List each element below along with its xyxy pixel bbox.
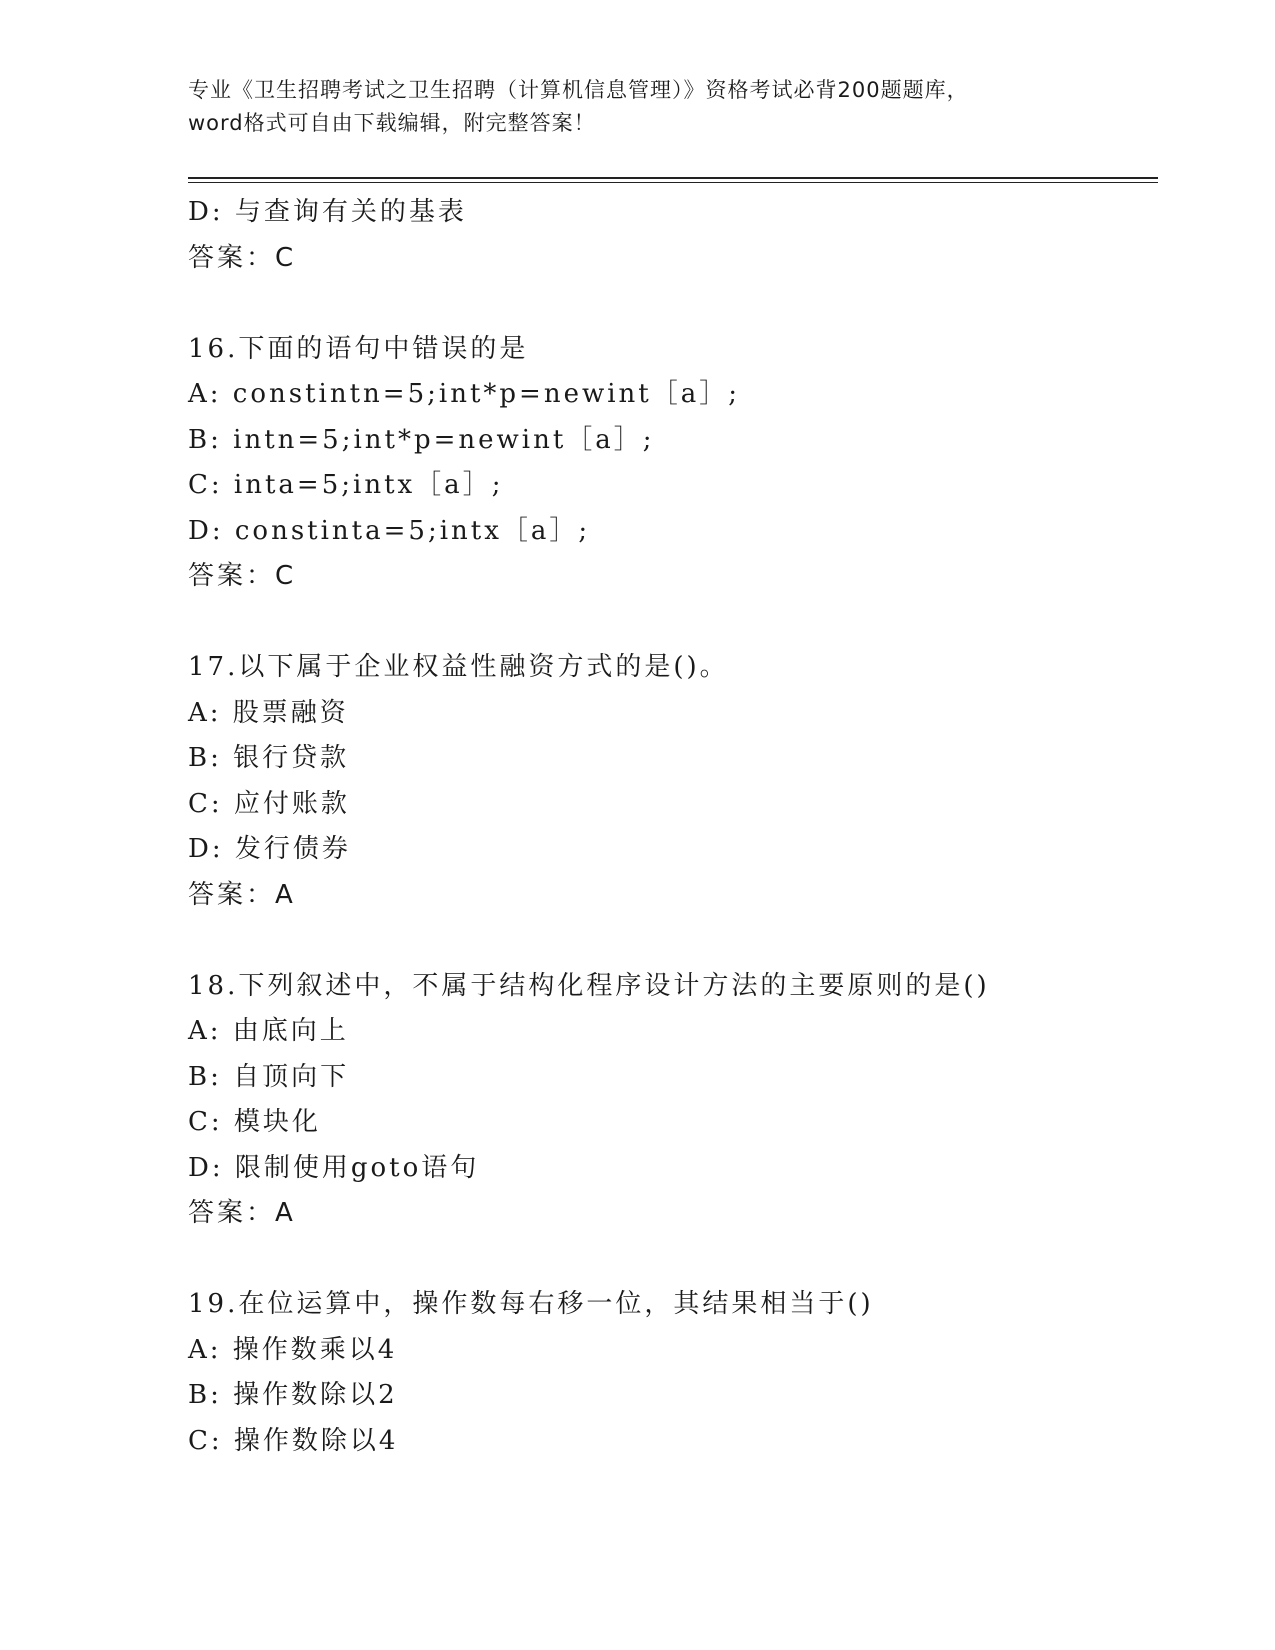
header-divider-thin: [188, 182, 1158, 183]
option-d: D: 发行债券: [188, 834, 351, 864]
question-title: 18.下列叙述中，不属于结构化程序设计方法的主要原则的是(): [188, 970, 990, 1001]
question-title: 16.下面的语句中错误的是: [188, 333, 529, 364]
option-d: D: 限制使用goto语句: [188, 1152, 480, 1183]
question-list: [188, 190, 1148, 1464]
option-c: C: inta=5;intx［a］;: [188, 470, 504, 500]
question-title: 19.在位运算中，操作数每右移一位，其结果相当于(): [188, 1289, 874, 1319]
question-19: [188, 1282, 1148, 1464]
spacer: [188, 1237, 1148, 1283]
option-a: A: 股票融资: [188, 697, 349, 728]
option-c: C: 模块化: [188, 1107, 321, 1137]
question-16: [188, 327, 1148, 600]
document-header: [188, 74, 1088, 140]
question-17: [188, 645, 1148, 918]
question-15-tail: [188, 190, 1148, 281]
option-c: C: 操作数除以4: [188, 1425, 399, 1456]
question-18: [188, 964, 1148, 1237]
option-b: B: 操作数除以2: [188, 1380, 398, 1410]
option-a: A: constintn=5;int*p=newint［a］;: [188, 379, 740, 409]
option-b: B: 银行贷款: [188, 743, 350, 773]
option-a: A: 操作数乘以4: [188, 1334, 398, 1365]
option-d: D: constinta=5;intx［a］;: [188, 515, 591, 546]
header-line-2: word格式可自由下载编辑，附完整答案！: [188, 111, 596, 135]
spacer: [188, 600, 1148, 646]
question-title: 17.以下属于企业权益性融资方式的是()。: [188, 652, 729, 682]
header-divider-thick: [188, 177, 1158, 179]
answer-line: 答案：C: [188, 242, 297, 273]
spacer: [188, 281, 1148, 327]
option-c: C: 应付账款: [188, 788, 350, 819]
option-d: D: 与查询有关的基表: [188, 197, 467, 227]
option-b: B: intn=5;int*p=newint［a］;: [188, 424, 655, 455]
answer-line: 答案：A: [188, 1198, 296, 1228]
answer-line: 答案：A: [188, 879, 296, 910]
answer-line: 答案：C: [188, 561, 297, 591]
option-a: A: 由底向上: [188, 1016, 349, 1046]
spacer: [188, 918, 1148, 964]
header-line-1: 专业《卫生招聘考试之卫生招聘（计算机信息管理）》资格考试必背200题题库，: [188, 78, 969, 102]
option-b: B: 自顶向下: [188, 1061, 350, 1092]
